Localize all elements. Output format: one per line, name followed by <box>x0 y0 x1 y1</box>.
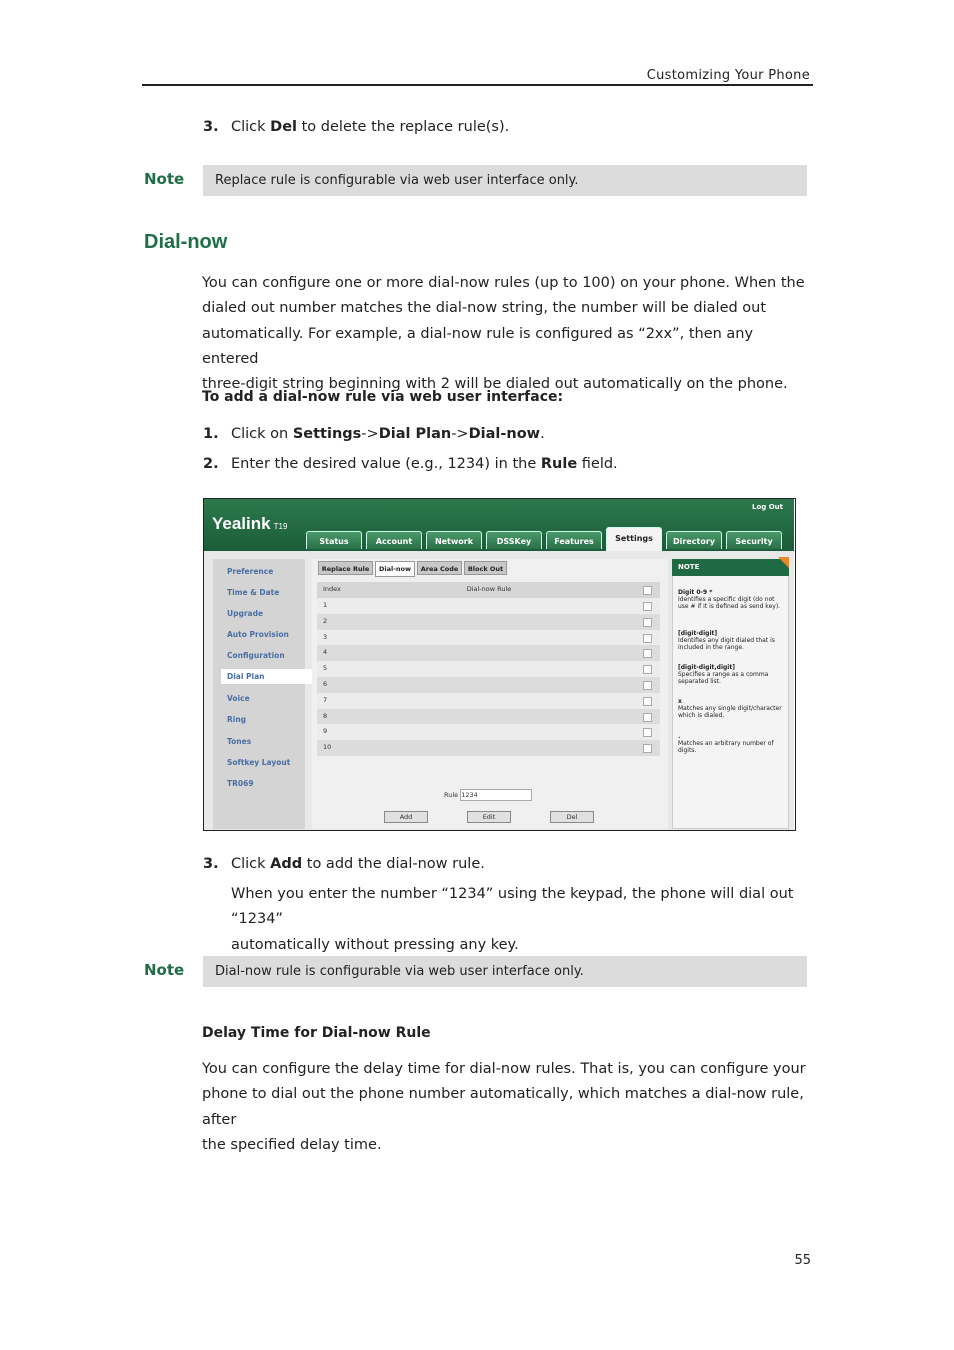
row-checkbox[interactable] <box>643 665 652 674</box>
subsection-title: Delay Time for Dial-now Rule <box>202 1025 431 1041</box>
web-ui-screenshot <box>203 498 796 831</box>
rule-input[interactable]: 1234 <box>460 789 532 801</box>
table-row <box>317 693 660 709</box>
sidebar-item-auto-provision[interactable]: Auto Provision <box>227 630 289 639</box>
add-button[interactable]: Add <box>384 811 428 823</box>
row-checkbox[interactable] <box>643 713 652 722</box>
tab-settings[interactable]: Settings <box>606 527 662 551</box>
sidebar <box>213 559 305 829</box>
sidebar-item-configuration[interactable]: Configuration <box>227 651 285 660</box>
step-add-detail: When you enter the number “1234” using the keypad, the phone will dial out “1234” automatically without pressing any key. <box>231 886 794 953</box>
row-index: 4 <box>323 648 328 657</box>
table-row <box>317 630 660 646</box>
step-number: 3. <box>203 119 219 135</box>
step-del: 3. Click Del to delete the replace rule(s). <box>203 115 509 140</box>
del-button[interactable]: Del <box>550 811 594 823</box>
note-item: Digit 0-9 * Identifies a specific digit (do not use # if it is defined as send key). <box>678 589 781 610</box>
row-index: 2 <box>323 616 328 625</box>
sidebar-item-ring[interactable]: Ring <box>227 715 247 724</box>
subtab-area-code[interactable]: Area Code <box>417 561 462 575</box>
row-index: 3 <box>323 632 328 641</box>
sidebar-item-tones[interactable]: Tones <box>227 737 252 746</box>
table-row <box>317 724 660 740</box>
delay-paragraph: You can configure the delay time for dial-now rules. That is, you can configure your phone to dial out the phone number automatically, which matches a dial-now rule, after the specified delay time. <box>202 1061 806 1153</box>
table-row <box>317 598 660 614</box>
step-add: 3. Click Add to add the dial-now rule. <box>203 856 485 872</box>
tab-dsskey[interactable]: DSSKey <box>486 531 542 549</box>
row-index: 9 <box>323 727 328 736</box>
note-corner-icon <box>778 557 789 568</box>
subtab-block-out[interactable]: Block Out <box>464 561 507 575</box>
row-index: 6 <box>323 680 328 688</box>
row-checkbox[interactable] <box>643 697 652 706</box>
tab-directory[interactable]: Directory <box>666 531 722 549</box>
row-index: 8 <box>323 711 328 720</box>
sidebar-item-preference[interactable]: Preference <box>227 567 274 576</box>
note-item: [digit-digit] Identifies any digit dialed that is included in the range. <box>678 630 775 651</box>
running-header: Customizing Your Phone <box>646 68 810 83</box>
note-box: Dial-now rule is configurable via web user interface only. <box>203 956 807 987</box>
sidebar-item-voice[interactable]: Voice <box>227 694 250 703</box>
tab-features[interactable]: Features <box>546 531 602 549</box>
rule-label: Rule <box>444 791 459 799</box>
row-index: 5 <box>323 664 328 673</box>
note-label: Note <box>144 170 185 188</box>
subtab-dial-now[interactable]: Dial-now <box>375 561 415 577</box>
row-checkbox[interactable] <box>643 744 652 753</box>
sidebar-item-softkey-layout[interactable]: Softkey Layout <box>227 758 291 767</box>
logout-link[interactable]: Log Out <box>752 503 783 511</box>
sidebar-item-time-date[interactable]: Time & Date <box>227 588 280 597</box>
row-checkbox[interactable] <box>643 634 652 643</box>
row-index: 1 <box>323 601 328 609</box>
table-header: Index Dial-now Rule <box>317 582 660 598</box>
tab-security[interactable]: Security <box>726 531 782 549</box>
table-row <box>317 614 660 630</box>
note-item: . Matches an arbitrary number of digits. <box>678 733 774 754</box>
rule-field <box>444 789 532 801</box>
subtab-replace-rule[interactable]: Replace Rule <box>318 561 373 575</box>
page-number: 55 <box>794 1253 811 1268</box>
edit-button[interactable]: Edit <box>467 811 511 823</box>
table-row <box>317 677 660 693</box>
table-row <box>317 740 660 756</box>
row-checkbox[interactable] <box>643 728 652 737</box>
note-label: Note <box>144 961 185 979</box>
select-all-checkbox[interactable] <box>643 586 652 595</box>
sidebar-item-upgrade[interactable]: Upgrade <box>227 609 264 618</box>
note-item: x Matches any single digit/character which is dialed. <box>678 698 782 719</box>
step-2: 2. Enter the desired value (e.g., 1234) in the Rule field. <box>203 456 618 472</box>
header-rule <box>142 84 813 86</box>
procedure-title: To add a dial-now rule via web user interface: <box>202 389 564 405</box>
step-1: 1. Click on Settings->Dial Plan->Dial-now. <box>203 426 545 442</box>
note-box: Replace rule is configurable via web user interface only. <box>203 165 807 196</box>
row-index: 7 <box>323 695 328 704</box>
tab-status[interactable]: Status <box>306 531 362 549</box>
row-checkbox[interactable] <box>643 602 652 611</box>
table-row <box>317 661 660 677</box>
yealink-logo: Yealink T19 <box>212 514 288 533</box>
tab-network[interactable]: Network <box>426 531 482 549</box>
row-checkbox[interactable] <box>643 618 652 627</box>
row-checkbox[interactable] <box>643 649 652 658</box>
del-keyword: Del <box>270 119 298 135</box>
intro-paragraph: You can configure one or more dial-now rules (up to 100) on your phone. When the dialed out number matches the dial-now string, the number will be dialed out automatically. For example, a dial-now rule is configured as “2xx”, then any entered three-digit string beginning with 2 will be dialed out automatically on the phone. <box>202 275 805 393</box>
sidebar-item-dial-plan[interactable]: Dial Plan <box>221 669 313 684</box>
tab-account[interactable]: Account <box>366 531 422 549</box>
note-panel-title: NOTE <box>672 559 789 576</box>
row-index: 10 <box>323 743 332 752</box>
table-row <box>317 645 660 661</box>
sidebar-item-tr069[interactable]: TR069 <box>227 779 254 788</box>
section-title: Dial-now <box>144 231 228 253</box>
table-row <box>317 709 660 725</box>
row-checkbox[interactable] <box>643 681 652 690</box>
note-item: [digit-digit,digit] Specifies a range as a comma separated list. <box>678 664 769 685</box>
